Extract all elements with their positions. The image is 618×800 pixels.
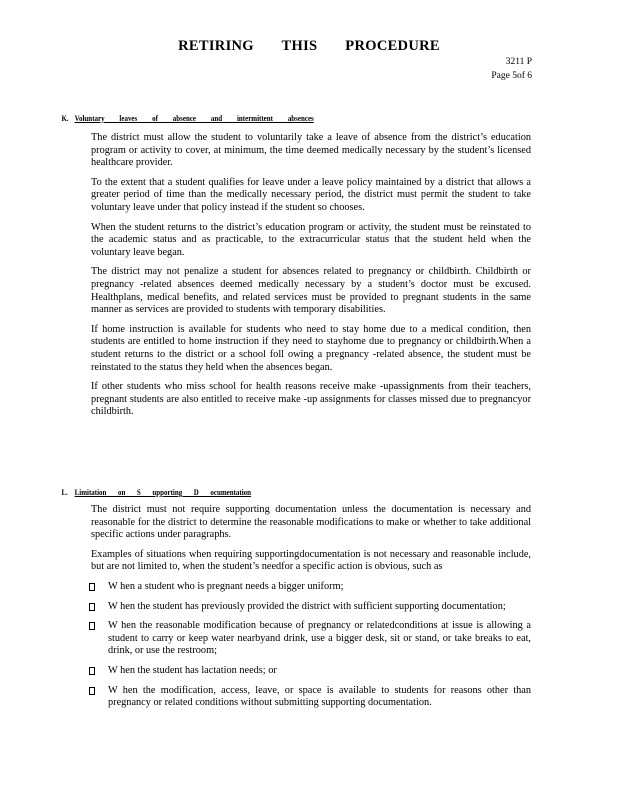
paragraph: The district may not penalize a student for absences related to pregnancy or childbirth. Childbirth or pregnancy -related absences deemed medically necessary by a student’s doctor must be excused. Healthplans, medical benefits, and related services must be provided to pregnant students in the same manner as services are provided to students with temporary disabilities.	[91, 266, 531, 316]
paragraph: If other students who miss school for health reasons receive make -upassignments from their teachers, pregnant students are also entitled to receive make -up assignments for classes missed due to pregnancyor childbirth.	[91, 381, 531, 418]
list-item-text: W hen the student has previously provided the district with sufficient supporting documentation;	[108, 600, 506, 612]
document-number: 3211 P	[505, 57, 532, 67]
section-letter: K.	[61, 113, 69, 123]
list-item	[108, 620, 531, 658]
paragraph: The district must not require supporting documentation unless the documentation is necessary and reasonable for the district to determine the reasonable modifications to make or whether to take additional specific actions under paragraphs.	[91, 504, 531, 541]
paragraph: To the extent that a student qualifies for leave under a leave policy maintained by a district that allows a greater period of time than the medically necessary period, the district must permit the student to take voluntary leave under that policy instead if the student so chooses.	[91, 176, 531, 213]
paragraph: The district must allow the student to voluntarily take a leave of absence from the district’s education program or activity to cover, at minimum, the time deemed medically necessary by the student’s licensed healthcare provider.	[91, 132, 531, 169]
section-heading	[0, 486, 507, 500]
bullet-box-icon	[89, 687, 95, 695]
section-heading	[0, 112, 507, 126]
page-title: RETIRING THIS PROCEDURE	[178, 38, 440, 54]
section-l	[0, 486, 618, 717]
section-title: Voluntary leaves of absence and intermittent absences	[74, 113, 314, 123]
list-item-text: W hen the student has lactation needs; or	[108, 664, 277, 676]
page-number: Page 5of 6	[491, 71, 532, 81]
list-item	[108, 665, 531, 678]
bullet-list	[0, 581, 618, 710]
section-letter: L.	[61, 487, 68, 497]
list-item	[108, 581, 531, 594]
paragraph: Examples of situations when requiring supportingdocumentation is not necessary and reasonable include, but are not limited to, when the student’s needfor a specific action is obvious, such as	[91, 548, 531, 573]
section-title: Limitation on S upporting D ocumentation	[74, 487, 252, 497]
list-item	[108, 601, 531, 614]
list-item-text: W hen a student who is pregnant needs a bigger uniform;	[108, 580, 344, 592]
list-item-text: W hen the modification, access, leave, or space is available to students for reasons other than pregnancy or related conditions without submitting supporting documentation.	[108, 684, 531, 709]
bullet-box-icon	[89, 583, 95, 591]
bullet-box-icon	[89, 667, 95, 675]
paragraph: If home instruction is available for students who need to stay home due to a medical condition, then students are entitled to home instruction if they need to stayhome due to pregnancy or childbirth.When a student returns to the district or a school foll owing a pregnancy -related absence, the student must be reinstated to the status they held when the absences began.	[91, 323, 531, 373]
section-k	[0, 112, 618, 426]
bullet-box-icon	[89, 603, 95, 611]
list-item-text: W hen the reasonable modification because of pregnancy or relatedconditions at issue is allowing a student to carry or keep water nearbyand drink, use a bigger desk, sit or stand, or take breaks to eat, drink, or use the restroom;	[108, 620, 531, 657]
paragraph: When the student returns to the district’s education program or activity, the student must be reinstated to the academic status and as practicable, to the extracurricular status that the student held when the voluntary leave began.	[91, 221, 531, 258]
bullet-box-icon	[89, 622, 95, 630]
list-item	[108, 685, 531, 710]
